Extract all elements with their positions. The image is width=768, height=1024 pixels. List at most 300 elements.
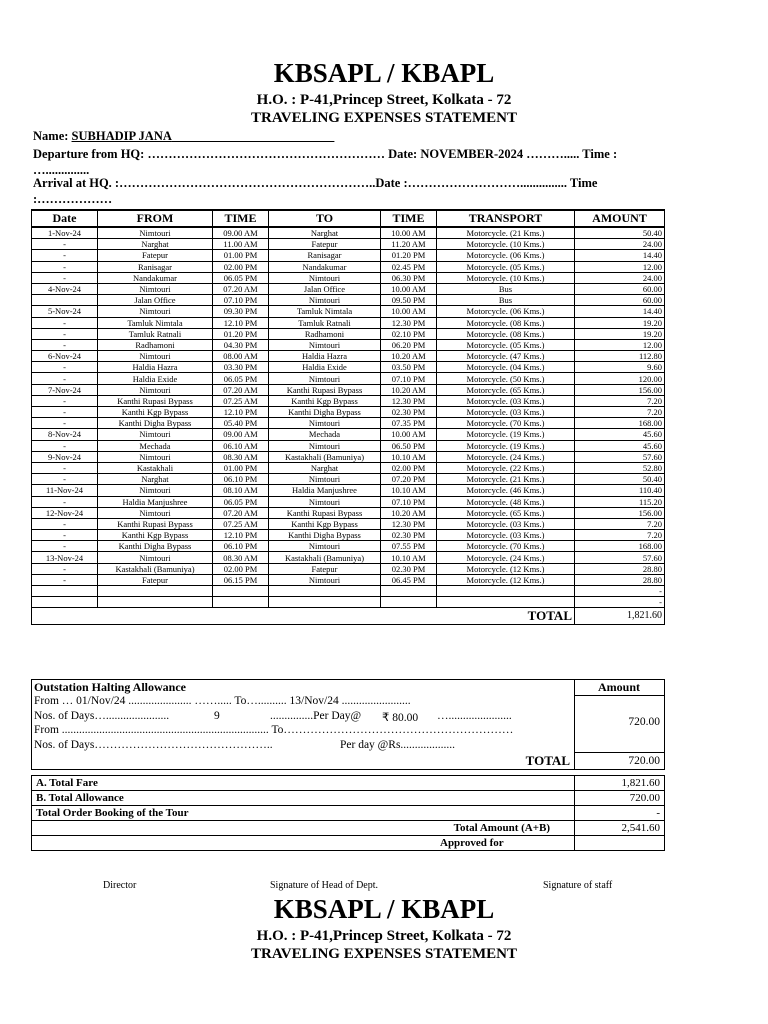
cell-time-departure: 06.05 PM bbox=[213, 272, 269, 283]
cell-time-arrival: 12.30 PM bbox=[381, 518, 437, 529]
table-row bbox=[32, 283, 665, 294]
cell-date: 5-Nov-24 bbox=[32, 306, 98, 317]
cell-time-arrival: 10.10 AM bbox=[381, 451, 437, 462]
cell-from: Haldia Hazra bbox=[98, 362, 213, 373]
cell-time-departure: 01.20 PM bbox=[213, 328, 269, 339]
cell-time-departure: 07.20 AM bbox=[213, 507, 269, 518]
cell-transport: Motorcycle. (48 Kms.) bbox=[437, 496, 575, 507]
cell-transport: Motorcycle. (03 Kms.) bbox=[437, 518, 575, 529]
cell-time-departure: 01.00 PM bbox=[213, 250, 269, 261]
cell-time-arrival: 03.50 PM bbox=[381, 362, 437, 373]
name-line bbox=[33, 129, 334, 144]
cell-time-arrival: 07.20 PM bbox=[381, 474, 437, 485]
cell-transport: Motorcycle. (47 Kms.) bbox=[437, 351, 575, 362]
cell-amount: 19.20 bbox=[575, 328, 665, 339]
halting-from-to-line: From … 01/Nov/24 ...................... ……..... To….......... 13/Nov/24 ........................ bbox=[34, 695, 411, 707]
cell-to: Kanthi Kgp Bypass bbox=[269, 395, 381, 406]
cell-time-arrival: 01.20 PM bbox=[381, 250, 437, 261]
cell-from bbox=[98, 597, 213, 608]
halting-days-label-2: Nos. of Days……………………………………….. bbox=[34, 739, 273, 751]
cell-time-departure: 07.25 AM bbox=[213, 395, 269, 406]
header-transport: TRANSPORT bbox=[437, 210, 575, 227]
table-row bbox=[32, 440, 665, 451]
cell-amount: 9.60 bbox=[575, 362, 665, 373]
table-row bbox=[32, 384, 665, 395]
cell-amount: 7.20 bbox=[575, 518, 665, 529]
name-label: Name: bbox=[33, 129, 69, 143]
cell-amount: 14.40 bbox=[575, 250, 665, 261]
cell-to bbox=[269, 586, 381, 597]
cell-time-arrival: 06.50 PM bbox=[381, 440, 437, 451]
table-row bbox=[32, 474, 665, 485]
cell-from: Kanthi Digha Bypass bbox=[98, 541, 213, 552]
cell-time-departure: 06.15 PM bbox=[213, 574, 269, 585]
table-row bbox=[32, 574, 665, 585]
cell-amount: 14.40 bbox=[575, 306, 665, 317]
cell-amount: 28.80 bbox=[575, 574, 665, 585]
cell-from: Fatepur bbox=[98, 250, 213, 261]
cell-amount: 45.60 bbox=[575, 440, 665, 451]
table-row bbox=[32, 552, 665, 563]
cell-time-departure: 09.00 AM bbox=[213, 227, 269, 239]
header-time-arrival: TIME bbox=[381, 210, 437, 227]
cell-time-arrival: 09.50 PM bbox=[381, 295, 437, 306]
cell-to: Nimtouri bbox=[269, 474, 381, 485]
cell-time-departure: 09.30 PM bbox=[213, 306, 269, 317]
cell-to: Narghat bbox=[269, 462, 381, 473]
cell-transport: Motorcycle. (21 Kms.) bbox=[437, 474, 575, 485]
cell-time-departure: 06.10 AM bbox=[213, 440, 269, 451]
table-row bbox=[32, 541, 665, 552]
cell-date bbox=[32, 597, 98, 608]
cell-amount: 115.20 bbox=[575, 496, 665, 507]
cell-amount: - bbox=[575, 586, 665, 597]
cell-date: - bbox=[32, 418, 98, 429]
director-signature-label: Director bbox=[103, 880, 137, 891]
cell-from: Nimtouri bbox=[98, 351, 213, 362]
summary-row bbox=[32, 821, 665, 836]
cell-transport: Motorcycle. (70 Kms.) bbox=[437, 541, 575, 552]
cell-date: - bbox=[32, 518, 98, 529]
cell-amount: - bbox=[575, 597, 665, 608]
cell-to: Ranisagar bbox=[269, 250, 381, 261]
table-row bbox=[32, 407, 665, 418]
cell-time-arrival: 07.10 PM bbox=[381, 496, 437, 507]
cell-time-arrival: 12.30 PM bbox=[381, 317, 437, 328]
cell-amount: 12.00 bbox=[575, 261, 665, 272]
cell-transport: Motorcycle. (06 Kms.) bbox=[437, 250, 575, 261]
cell-date: - bbox=[32, 563, 98, 574]
order-booking-label: Total Order Booking of the Tour bbox=[32, 806, 575, 821]
header-date: Date bbox=[32, 210, 98, 227]
order-booking-value: - bbox=[575, 806, 665, 821]
cell-date: - bbox=[32, 272, 98, 283]
cell-time-departure: 08.30 AM bbox=[213, 552, 269, 563]
halting-days-value: 9 bbox=[214, 710, 220, 722]
cell-date: - bbox=[32, 339, 98, 350]
cell-from: Nimtouri bbox=[98, 507, 213, 518]
cell-date: - bbox=[32, 250, 98, 261]
cell-date: 6-Nov-24 bbox=[32, 351, 98, 362]
cell-amount: 156.00 bbox=[575, 507, 665, 518]
table-row bbox=[32, 339, 665, 350]
cell-from: Radhamoni bbox=[98, 339, 213, 350]
halting-from-to-line-2: From ........................................................................ To…………………………………………………… bbox=[34, 724, 514, 736]
cell-transport: Motorcycle. (46 Kms.) bbox=[437, 485, 575, 496]
cell-time-arrival: 02.45 PM bbox=[381, 261, 437, 272]
cell-from: Kanthi Rupasi Bypass bbox=[98, 518, 213, 529]
cell-transport: Motorcycle. (19 Kms.) bbox=[437, 440, 575, 451]
cell-time-departure: 07.20 AM bbox=[213, 384, 269, 395]
cell-to: Nimtouri bbox=[269, 496, 381, 507]
cell-time-departure: 08.10 AM bbox=[213, 485, 269, 496]
cell-time-arrival: 10.20 AM bbox=[381, 384, 437, 395]
cell-time-departure: 07.10 PM bbox=[213, 295, 269, 306]
cell-date: - bbox=[32, 407, 98, 418]
total-allowance-value: 720.00 bbox=[575, 791, 665, 806]
cell-date: - bbox=[32, 239, 98, 250]
cell-amount: 156.00 bbox=[575, 384, 665, 395]
cell-transport: Motorcycle. (06 Kms.) bbox=[437, 306, 575, 317]
cell-from: Nimtouri bbox=[98, 306, 213, 317]
summary-row bbox=[32, 806, 665, 821]
cell-date: - bbox=[32, 317, 98, 328]
cell-from: Kanthi Kgp Bypass bbox=[98, 407, 213, 418]
cell-date: 4-Nov-24 bbox=[32, 283, 98, 294]
cell-amount: 112.80 bbox=[575, 351, 665, 362]
cell-amount: 60.00 bbox=[575, 295, 665, 306]
departure-line-continued: ….............. bbox=[33, 163, 90, 177]
table-row bbox=[32, 530, 665, 541]
table-row bbox=[32, 373, 665, 384]
head-office-address-repeat: H.O. : P-41,Princep Street, Kolkata - 72 bbox=[256, 928, 512, 944]
cell-amount: 57.60 bbox=[575, 451, 665, 462]
table-header-row bbox=[32, 210, 665, 227]
total-label: TOTAL bbox=[32, 608, 575, 625]
cell-from: Kanthi Rupasi Bypass bbox=[98, 395, 213, 406]
table-row bbox=[32, 328, 665, 339]
cell-to: Nimtouri bbox=[269, 272, 381, 283]
cell-date: - bbox=[32, 261, 98, 272]
departure-line: Departure from HQ: ………………………………………………… Date: NOVEMBER-2024 ………..... Time : bbox=[33, 147, 618, 161]
cell-from: Kanthi Kgp Bypass bbox=[98, 530, 213, 541]
table-row bbox=[32, 462, 665, 473]
cell-amount: 110.40 bbox=[575, 485, 665, 496]
table-row bbox=[32, 451, 665, 462]
cell-from: Fatepur bbox=[98, 574, 213, 585]
summary-row bbox=[32, 791, 665, 806]
cell-time-departure: 11.00 AM bbox=[213, 239, 269, 250]
cell-from: Kastakhali bbox=[98, 462, 213, 473]
cell-from: Tamluk Ratnali bbox=[98, 328, 213, 339]
header-time-departure: TIME bbox=[213, 210, 269, 227]
cell-time-departure: 07.25 AM bbox=[213, 518, 269, 529]
cell-to: Jalan Office bbox=[269, 283, 381, 294]
cell-date: - bbox=[32, 373, 98, 384]
cell-date bbox=[32, 295, 98, 306]
cell-time-arrival: 02.10 PM bbox=[381, 328, 437, 339]
cell-to: Tamluk Nimtala bbox=[269, 306, 381, 317]
header-amount: AMOUNT bbox=[575, 210, 665, 227]
table-row bbox=[32, 507, 665, 518]
table-row bbox=[32, 261, 665, 272]
table-row bbox=[32, 227, 665, 239]
cell-transport: Motorcycle. (24 Kms.) bbox=[437, 552, 575, 563]
table-row bbox=[32, 496, 665, 507]
cell-date: - bbox=[32, 496, 98, 507]
summary-table bbox=[31, 775, 665, 851]
cell-transport: Bus bbox=[437, 295, 575, 306]
cell-from: Kastakhali (Bamuniya) bbox=[98, 563, 213, 574]
cell-transport: Motorcycle. (08 Kms.) bbox=[437, 317, 575, 328]
cell-transport: Motorcycle. (65 Kms.) bbox=[437, 384, 575, 395]
table-row bbox=[32, 418, 665, 429]
cell-to: Kanthi Rupasi Bypass bbox=[269, 507, 381, 518]
table-row bbox=[32, 272, 665, 283]
cell-amount: 45.60 bbox=[575, 429, 665, 440]
approved-for-value bbox=[575, 836, 665, 851]
total-amount-label: Total Amount (A+B) bbox=[32, 821, 575, 836]
company-name-repeat: KBSAPL / KBAPL bbox=[273, 894, 495, 924]
cell-to: Haldia Hazra bbox=[269, 351, 381, 362]
cell-time-arrival bbox=[381, 586, 437, 597]
cell-transport: Motorcycle. (05 Kms.) bbox=[437, 261, 575, 272]
document-title-repeat: TRAVELING EXPENSES STATEMENT bbox=[251, 946, 517, 962]
arrival-line-continued: :……………… bbox=[33, 192, 113, 206]
cell-to: Kastakhali (Bamuniya) bbox=[269, 451, 381, 462]
cell-amount: 28.80 bbox=[575, 563, 665, 574]
table-row bbox=[32, 597, 665, 608]
cell-amount: 7.20 bbox=[575, 530, 665, 541]
cell-time-departure: 04.30 PM bbox=[213, 339, 269, 350]
halting-per-day-label: ...............Per Day@ bbox=[270, 710, 362, 722]
cell-amount: 12.00 bbox=[575, 339, 665, 350]
cell-time-arrival: 10.20 AM bbox=[381, 507, 437, 518]
approved-for-label: Approved for bbox=[32, 836, 575, 851]
table-total-row bbox=[32, 608, 665, 625]
expense-table bbox=[31, 209, 665, 625]
cell-to: Nimtouri bbox=[269, 440, 381, 451]
cell-date: - bbox=[32, 530, 98, 541]
cell-amount: 168.00 bbox=[575, 541, 665, 552]
table-row bbox=[32, 295, 665, 306]
cell-time-departure: 12.10 PM bbox=[213, 317, 269, 328]
cell-time-arrival: 11.20 AM bbox=[381, 239, 437, 250]
cell-time-arrival: 06.30 PM bbox=[381, 272, 437, 283]
document-title: TRAVELING EXPENSES STATEMENT bbox=[251, 110, 517, 126]
halting-rate-dots: …...................... bbox=[437, 710, 512, 722]
cell-date: - bbox=[32, 574, 98, 585]
cell-time-arrival: 07.55 PM bbox=[381, 541, 437, 552]
halting-days-label: Nos. of Days…...................... bbox=[34, 710, 170, 722]
cell-from: Narghat bbox=[98, 474, 213, 485]
cell-date: - bbox=[32, 474, 98, 485]
cell-date: 12-Nov-24 bbox=[32, 507, 98, 518]
cell-date: - bbox=[32, 362, 98, 373]
cell-to: Nimtouri bbox=[269, 295, 381, 306]
cell-transport: Motorcycle. (05 Kms.) bbox=[437, 339, 575, 350]
company-name: KBSAPL / KBAPL bbox=[273, 58, 495, 88]
table-row bbox=[32, 317, 665, 328]
cell-to: Kanthi Rupasi Bypass bbox=[269, 384, 381, 395]
cell-amount: 7.20 bbox=[575, 407, 665, 418]
cell-transport: Motorcycle. (65 Kms.) bbox=[437, 507, 575, 518]
cell-transport: Motorcycle. (10 Kms.) bbox=[437, 272, 575, 283]
cell-from: Ranisagar bbox=[98, 261, 213, 272]
cell-date: 7-Nov-24 bbox=[32, 384, 98, 395]
cell-amount: 57.60 bbox=[575, 552, 665, 563]
halting-amount: 720.00 bbox=[628, 716, 660, 728]
cell-time-arrival: 12.30 PM bbox=[381, 395, 437, 406]
cell-from: Nimtouri bbox=[98, 227, 213, 239]
cell-transport: Motorcycle. (03 Kms.) bbox=[437, 530, 575, 541]
cell-time-arrival: 02.30 PM bbox=[381, 407, 437, 418]
arrival-line: Arrival at HQ. :……………………………………………………..Date :………………………............... Time bbox=[33, 176, 598, 190]
cell-from bbox=[98, 586, 213, 597]
cell-date: - bbox=[32, 328, 98, 339]
cell-time-departure: 09.00 AM bbox=[213, 429, 269, 440]
cell-transport: Motorcycle. (50 Kms.) bbox=[437, 373, 575, 384]
head-signature-label: Signature of Head of Dept. bbox=[270, 880, 379, 891]
summary-row bbox=[32, 776, 665, 791]
cell-to: Haldia Manjushree bbox=[269, 485, 381, 496]
cell-time-departure: 08.30 AM bbox=[213, 451, 269, 462]
halting-total-value: 720.00 bbox=[628, 755, 660, 767]
cell-time-departure: 06.10 PM bbox=[213, 541, 269, 552]
cell-time-arrival bbox=[381, 597, 437, 608]
cell-amount: 50.40 bbox=[575, 227, 665, 239]
cell-time-arrival: 06.45 PM bbox=[381, 574, 437, 585]
halting-total-label: TOTAL bbox=[525, 753, 570, 768]
cell-time-departure: 05.40 PM bbox=[213, 418, 269, 429]
cell-transport: Motorcycle. (08 Kms.) bbox=[437, 328, 575, 339]
halting-allowance-box bbox=[31, 679, 665, 770]
cell-time-arrival: 02.00 PM bbox=[381, 462, 437, 473]
cell-date bbox=[32, 586, 98, 597]
table-row bbox=[32, 362, 665, 373]
cell-date: 11-Nov-24 bbox=[32, 485, 98, 496]
cell-time-arrival: 10.00 AM bbox=[381, 306, 437, 317]
table-row bbox=[32, 518, 665, 529]
cell-from: Jalan Office bbox=[98, 295, 213, 306]
cell-from: Nimtouri bbox=[98, 552, 213, 563]
header-to: TO bbox=[269, 210, 381, 227]
cell-time-departure: 06.05 PM bbox=[213, 496, 269, 507]
total-fare-value: 1,821.60 bbox=[575, 776, 665, 791]
cell-date: 13-Nov-24 bbox=[32, 552, 98, 563]
cell-to: Kanthi Kgp Bypass bbox=[269, 518, 381, 529]
cell-amount: 52.80 bbox=[575, 462, 665, 473]
cell-time-arrival: 10.20 AM bbox=[381, 351, 437, 362]
cell-from: Nimtouri bbox=[98, 283, 213, 294]
cell-from: Nimtouri bbox=[98, 384, 213, 395]
cell-transport: Motorcycle. (04 Kms.) bbox=[437, 362, 575, 373]
cell-date: - bbox=[32, 395, 98, 406]
cell-amount: 60.00 bbox=[575, 283, 665, 294]
cell-from: Narghat bbox=[98, 239, 213, 250]
total-value: 1,821.60 bbox=[575, 608, 665, 625]
cell-transport: Motorcycle. (10 Kms.) bbox=[437, 239, 575, 250]
cell-time-arrival: 07.10 PM bbox=[381, 373, 437, 384]
cell-from: Mechada bbox=[98, 440, 213, 451]
cell-transport: Motorcycle. (03 Kms.) bbox=[437, 395, 575, 406]
staff-signature-label: Signature of staff bbox=[543, 880, 613, 891]
cell-date: 1-Nov-24 bbox=[32, 227, 98, 239]
total-fare-label: A. Total Fare bbox=[32, 776, 575, 791]
cell-transport: Motorcycle. (21 Kms.) bbox=[437, 227, 575, 239]
cell-to: Mechada bbox=[269, 429, 381, 440]
cell-time-arrival: 10.00 AM bbox=[381, 227, 437, 239]
table-row bbox=[32, 586, 665, 597]
cell-to: Kanthi Digha Bypass bbox=[269, 530, 381, 541]
cell-time-arrival: 02.30 PM bbox=[381, 530, 437, 541]
cell-to: Nimtouri bbox=[269, 541, 381, 552]
halting-per-day-label-2: Per day @Rs................... bbox=[340, 739, 456, 751]
cell-time-departure bbox=[213, 586, 269, 597]
cell-time-arrival: 06.20 PM bbox=[381, 339, 437, 350]
cell-date: 8-Nov-24 bbox=[32, 429, 98, 440]
cell-from: Tamluk Nimtala bbox=[98, 317, 213, 328]
cell-transport: Motorcycle. (03 Kms.) bbox=[437, 407, 575, 418]
cell-transport: Bus bbox=[437, 283, 575, 294]
cell-time-arrival: 10.10 AM bbox=[381, 485, 437, 496]
cell-date: 9-Nov-24 bbox=[32, 451, 98, 462]
cell-to: Haldia Exide bbox=[269, 362, 381, 373]
table-row bbox=[32, 239, 665, 250]
cell-transport: Motorcycle. (12 Kms.) bbox=[437, 574, 575, 585]
cell-to: Tamluk Ratnali bbox=[269, 317, 381, 328]
head-office-address: H.O. : P-41,Princep Street, Kolkata - 72 bbox=[256, 92, 512, 108]
cell-to: Fatepur bbox=[269, 239, 381, 250]
cell-from: Nandakumar bbox=[98, 272, 213, 283]
cell-time-departure: 06.10 PM bbox=[213, 474, 269, 485]
table-row bbox=[32, 395, 665, 406]
cell-time-arrival: 10.00 AM bbox=[381, 429, 437, 440]
cell-time-departure: 01.00 PM bbox=[213, 462, 269, 473]
cell-to: Nimtouri bbox=[269, 339, 381, 350]
cell-date: - bbox=[32, 440, 98, 451]
cell-to: Nimtouri bbox=[269, 574, 381, 585]
summary-row bbox=[32, 836, 665, 851]
cell-transport: Motorcycle. (22 Kms.) bbox=[437, 462, 575, 473]
cell-to: Nimtouri bbox=[269, 373, 381, 384]
cell-time-departure: 08.00 AM bbox=[213, 351, 269, 362]
table-row bbox=[32, 306, 665, 317]
cell-time-departure: 02.00 PM bbox=[213, 261, 269, 272]
employee-name: SUBHADIP JANA bbox=[71, 129, 172, 143]
cell-time-arrival: 10.00 AM bbox=[381, 283, 437, 294]
table-row bbox=[32, 563, 665, 574]
cell-from: Haldia Exide bbox=[98, 373, 213, 384]
cell-amount: 168.00 bbox=[575, 418, 665, 429]
cell-amount: 19.20 bbox=[575, 317, 665, 328]
cell-amount: 24.00 bbox=[575, 272, 665, 283]
cell-to bbox=[269, 597, 381, 608]
cell-date: - bbox=[32, 462, 98, 473]
cell-transport: Motorcycle. (19 Kms.) bbox=[437, 429, 575, 440]
cell-to: Radhamoni bbox=[269, 328, 381, 339]
total-allowance-label: B. Total Allowance bbox=[32, 791, 575, 806]
cell-time-departure: 12.10 PM bbox=[213, 530, 269, 541]
cell-time-arrival: 07.35 PM bbox=[381, 418, 437, 429]
table-row bbox=[32, 429, 665, 440]
cell-amount: 120.00 bbox=[575, 373, 665, 384]
cell-to: Narghat bbox=[269, 227, 381, 239]
cell-time-departure: 02.00 PM bbox=[213, 563, 269, 574]
cell-transport bbox=[437, 597, 575, 608]
cell-from: Kanthi Digha Bypass bbox=[98, 418, 213, 429]
cell-transport bbox=[437, 586, 575, 597]
